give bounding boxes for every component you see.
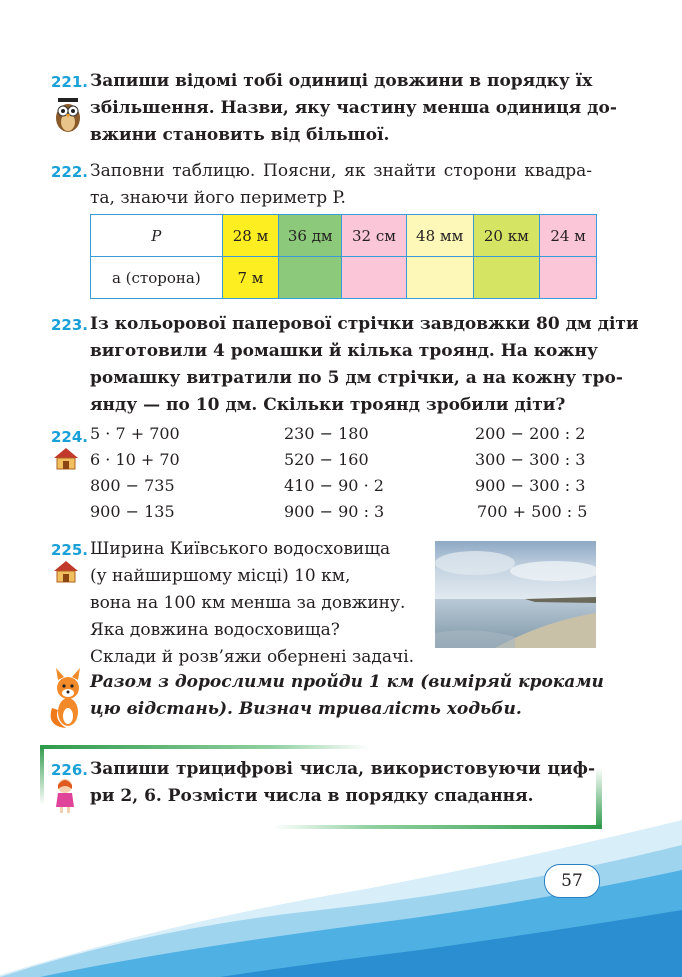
perimeter-table [90, 214, 597, 299]
expression: 520 − 160 [284, 450, 369, 469]
problem-221-line: збільшення. Назви, яку частину менша одиниця до- [90, 98, 617, 118]
expression: 900 − 90 : 3 [284, 502, 385, 521]
fox-icon [44, 668, 86, 730]
problem-223-line: виготовили 4 ромашки й кілька троянд. На кожну [90, 341, 598, 361]
task-note-line: цю відстань). Визнач тривалість ходьби. [90, 699, 522, 719]
expression: 700 + 500 : 5 [477, 502, 588, 521]
problem-225-line: Ширина Київського водосховища [90, 539, 391, 559]
table-row-label: a (сторона) [91, 257, 223, 299]
perimeter-cell: 20 км [473, 215, 540, 257]
page-number: 57 [561, 871, 583, 891]
expression: 200 − 200 : 2 [475, 424, 586, 443]
task-note-line: Разом з дорослими пройди 1 км (виміряй кроками [90, 672, 604, 692]
perimeter-cell: 28 м [222, 215, 279, 257]
problem-222-number: 222. [51, 163, 89, 181]
expression: 6 · 10 + 70 [90, 450, 180, 469]
perimeter-cell: 48 мм [406, 215, 473, 257]
owl-icon [50, 94, 86, 134]
side-cell[interactable] [406, 257, 473, 299]
problem-221-number: 221. [51, 73, 89, 91]
problem-223-line: Із кольорової паперової стрічки завдовжки 80 дм діти [90, 314, 639, 334]
expression: 900 − 300 : 3 [475, 476, 586, 495]
perimeter-cell: 36 дм [279, 215, 342, 257]
expression: 900 − 135 [90, 502, 175, 521]
table-row-label: P [91, 215, 223, 257]
perimeter-cell: 32 см [342, 215, 407, 257]
problem-221-line: вжини становить від більшої. [90, 125, 390, 145]
page-number-badge [544, 864, 600, 898]
problem-223-line: янду — по 10 дм. Скільки троянд зробили діти? [90, 395, 566, 415]
expression: 800 − 735 [90, 476, 175, 495]
problem-223-number: 223. [51, 316, 89, 334]
expression: 230 − 180 [284, 424, 369, 443]
problem-221-line: Запиши відомі тобі одиниці довжини в порядку їх [90, 71, 593, 91]
side-cell[interactable] [342, 257, 407, 299]
problem-226-line: Запиши трицифрові числа, використовуючи циф- [90, 759, 595, 779]
reservoir-photo [435, 541, 596, 648]
problem-225-line: Яка довжина водосховища? [90, 620, 340, 640]
problem-222-line: та, знаючи його периметр P. [90, 188, 346, 208]
problem-226-line: ри 2, 6. Розмісти числа в порядку спадання. [90, 786, 534, 806]
house-icon [52, 446, 80, 470]
expression: 300 − 300 : 3 [475, 450, 586, 469]
problem-225-line: Склади й розв’яжи обернені задачі. [90, 647, 415, 667]
house-icon [52, 559, 80, 583]
problem-224-number: 224. [51, 428, 89, 446]
side-cell[interactable]: 7 м [222, 257, 279, 299]
side-cell[interactable] [279, 257, 342, 299]
expression: 5 · 7 + 700 [90, 424, 180, 443]
side-cell[interactable] [473, 257, 540, 299]
problem-226-number: 226. [51, 761, 89, 779]
problem-225-line: (у найширшому місці) 10 км, [90, 566, 351, 586]
side-cell[interactable] [540, 257, 597, 299]
perimeter-cell: 24 м [540, 215, 597, 257]
expression: 410 − 90 · 2 [284, 476, 384, 495]
problem-222-line: Заповни таблицю. Поясни, як знайти сторони квадра- [90, 161, 592, 181]
problem-225-line: вона на 100 км менша за довжину. [90, 593, 406, 613]
problem-223-line: ромашку витратили по 5 дм стрічки, а на кожну тро- [90, 368, 623, 388]
problem-225-number: 225. [51, 541, 89, 559]
